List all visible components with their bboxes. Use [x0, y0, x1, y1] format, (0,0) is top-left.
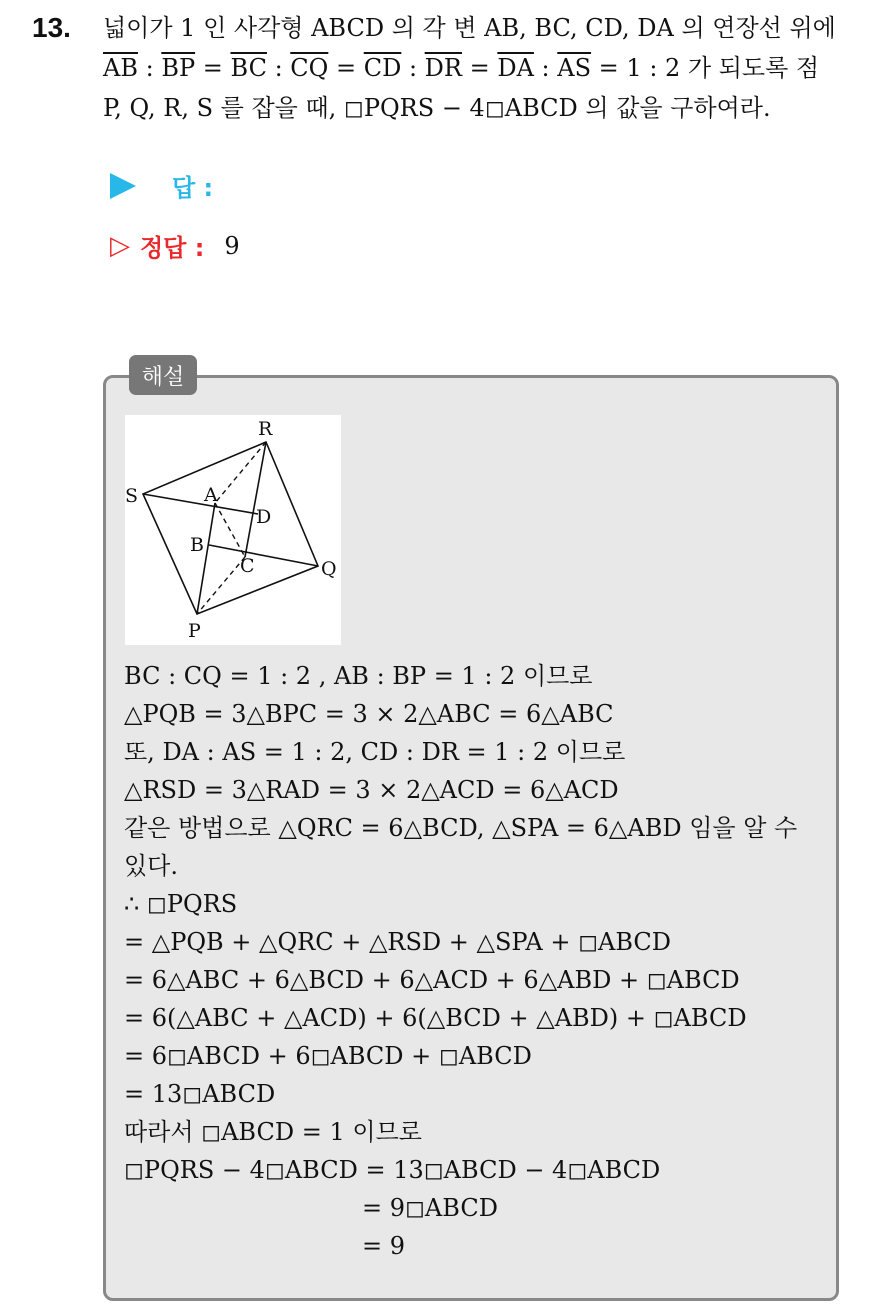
correct-answer-row [110, 228, 240, 263]
solution-line-7: ∴ ◻PQRS [124, 890, 238, 918]
solution-line-13: 따라서 ◻ABCD = 1 이므로 [124, 1118, 422, 1146]
equals-sign: = [461, 54, 498, 82]
label-p: P [188, 620, 201, 642]
correct-answer-value: 9 [224, 231, 240, 260]
line-pa [197, 503, 215, 614]
segment-bp: $\overline{BP}$ [161, 54, 196, 82]
ratio-colon: : [266, 54, 291, 82]
play-icon [110, 173, 136, 199]
solution-line-9: = 6△ABC + 6△BCD + 6△ACD + 6△ABD + ◻ABCD [124, 966, 740, 994]
question-line-3: P, Q, R, S 를 잡을 때, ◻PQRS − 4◻ABCD 의 값을 구하여라. [103, 94, 771, 122]
label-a: A [204, 484, 218, 506]
line-qb [209, 545, 318, 566]
hollow-triangle-icon: ▷ [110, 230, 130, 261]
segment-bc: $\overline{BC}$ [230, 54, 267, 82]
solution-line-2: △PQB = 3△BPC = 3 × 2△ABC = 6△ABC [124, 700, 614, 728]
equals-sign: = [195, 54, 231, 82]
solution-line-6: 있다. [124, 852, 178, 880]
segment-ab: $\overline{AB}$ [103, 54, 138, 82]
solution-line-8: = △PQB + △QRC + △RSD + △SPA + ◻ABCD [124, 928, 672, 956]
question-number: 13. [32, 12, 71, 43]
segment-cq: $\overline{CQ}$ [290, 54, 329, 82]
ratio-colon: : [533, 54, 558, 82]
correct-answer-label: 정답 : [140, 234, 205, 262]
solution-line-3: 또, DA : AS = 1 : 2, CD : DR = 1 : 2 이므로 [124, 738, 626, 766]
quadrilateral-diagram [125, 415, 341, 645]
question-line-2 [103, 52, 819, 84]
label-q: Q [321, 558, 337, 580]
line-sd [143, 494, 258, 514]
solution-line-12: = 13◻ABCD [124, 1080, 276, 1108]
solution-line-14: ◻PQRS − 4◻ABCD = 13◻ABCD − 4◻ABCD [124, 1156, 661, 1184]
solution-tag: 해설 [129, 355, 197, 395]
segment-dr: $\overline{DR}$ [424, 54, 462, 82]
ratio-colon: : [401, 54, 425, 82]
outer-quadrilateral-pqrs [143, 442, 318, 614]
label-d: D [256, 506, 272, 528]
solution-line-11: = 6◻ABCD + 6◻ABCD + ◻ABCD [124, 1042, 532, 1070]
line-rc [245, 442, 266, 557]
label-c: C [240, 555, 255, 577]
solution-line-5: 같은 방법으로 △QRC = 6△BCD, △SPA = 6△ABD 임을 알 수 [124, 814, 798, 842]
equals-sign: = [328, 54, 364, 82]
label-b: B [190, 534, 204, 556]
question-line-1: 넓이가 1 인 사각형 ABCD 의 각 변 AB, BC, CD, DA 의 연장선 위에 [103, 14, 836, 42]
label-s: S [125, 485, 139, 507]
dashed-ra [215, 442, 266, 503]
solution-line-15: = 9◻ABCD [362, 1194, 498, 1222]
solution-line-4: △RSD = 3△RAD = 3 × 2△ACD = 6△ACD [124, 776, 619, 804]
segment-da: $\overline{DA}$ [497, 54, 534, 82]
solution-line-1: BC : CQ = 1 : 2 , AB : BP = 1 : 2 이므로 [124, 662, 593, 690]
answer-label: 답 : [172, 174, 214, 202]
ratio-colon: : [137, 54, 162, 82]
segment-as: $\overline{AS}$ [557, 54, 592, 82]
geometry-figure [125, 415, 341, 645]
ratio-tail: = 1 : 2 가 되도록 점 [591, 54, 820, 82]
segment-cd: $\overline{CD}$ [363, 54, 402, 82]
label-r: R [258, 418, 273, 440]
answer-row [110, 168, 213, 203]
solution-line-10: = 6(△ABC + △ACD) + 6(△BCD + △ABD) + ◻ABCD [124, 1004, 747, 1032]
solution-line-16: = 9 [362, 1232, 406, 1260]
